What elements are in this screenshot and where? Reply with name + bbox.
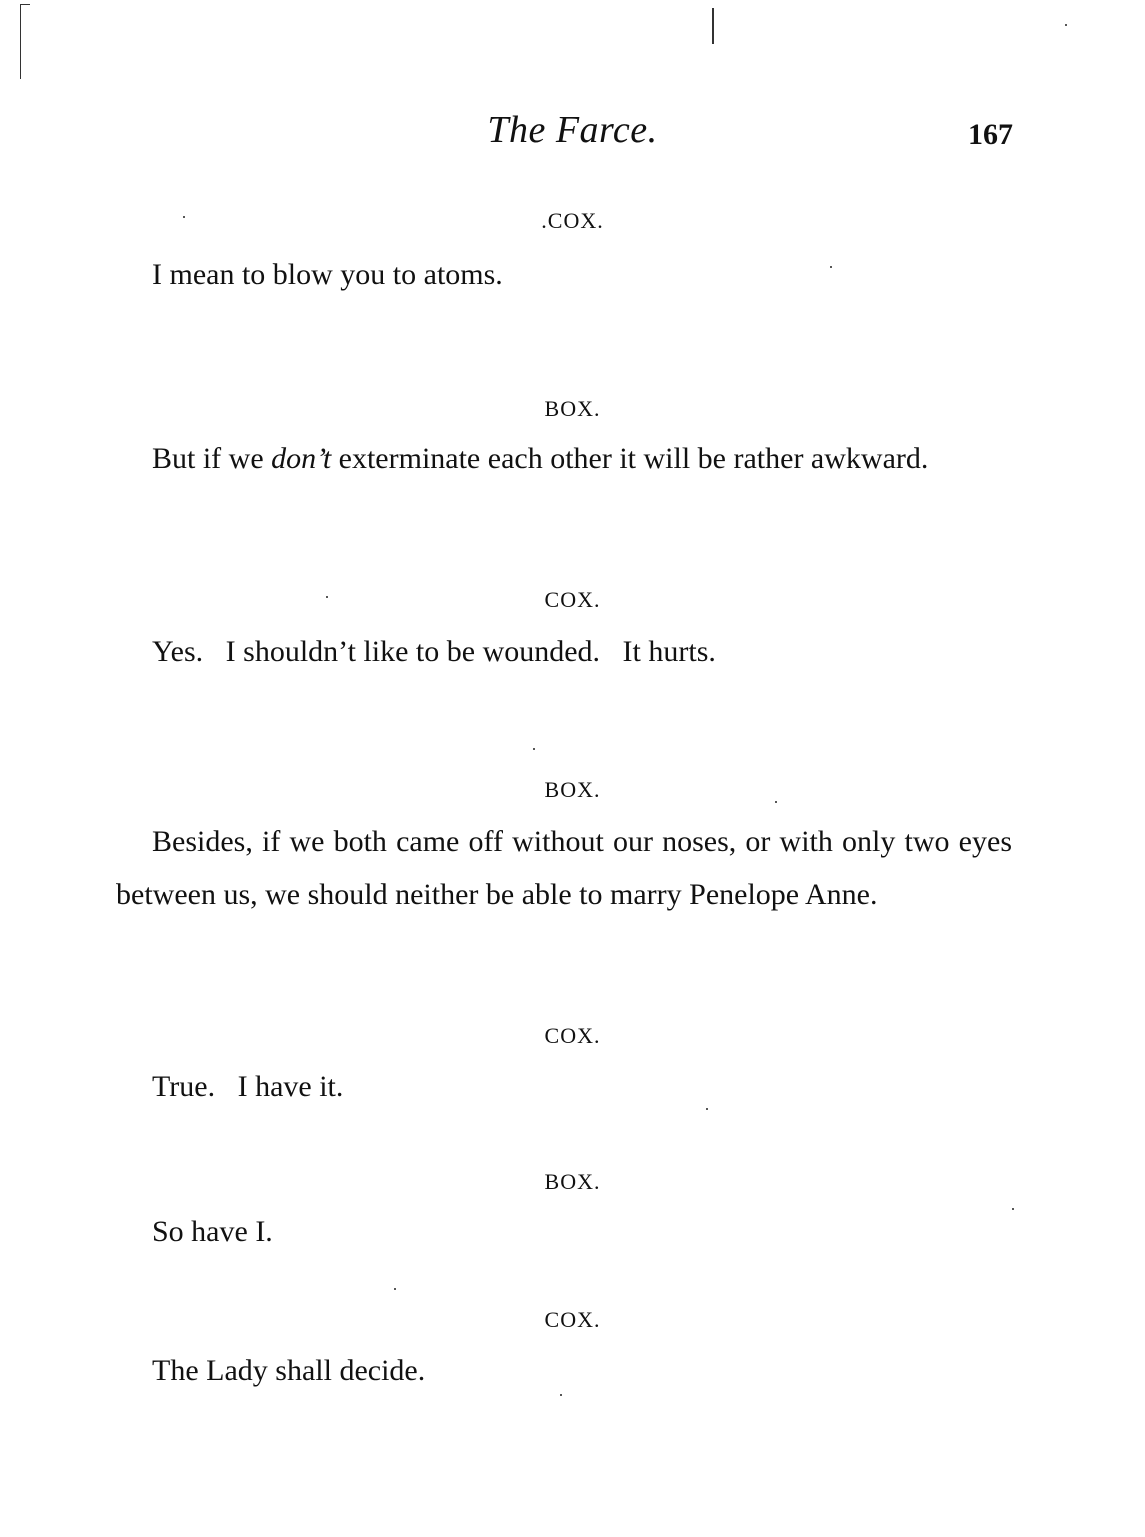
speaker-label: COX. — [544, 587, 601, 612]
scan-speck — [1065, 24, 1067, 26]
scan-edge-mark — [20, 4, 30, 5]
speaker-label: COX. — [544, 1023, 601, 1048]
scan-speck — [560, 1394, 562, 1396]
speaker-label: BOX. — [544, 1169, 601, 1194]
speaker-label: COX. — [544, 1307, 601, 1332]
scan-speck — [183, 216, 185, 218]
speaker-label: BOX. — [544, 777, 601, 802]
speech-line: I mean to blow you to atoms. — [152, 258, 503, 291]
scan-speck — [775, 801, 777, 803]
running-title: The Farce. — [487, 109, 658, 151]
speech-text: But if we — [152, 442, 272, 475]
scan-edge-mark — [20, 4, 21, 79]
speaker-label: .COX. — [541, 208, 604, 233]
scan-edge-mark — [712, 8, 714, 44]
speech-line: True. I have it. — [152, 1070, 344, 1103]
speaker-label: BOX. — [544, 396, 601, 421]
scan-speck — [830, 266, 832, 268]
page-number: 167 — [968, 118, 1013, 151]
scan-speck — [326, 596, 328, 598]
speech-line — [116, 432, 1012, 485]
scan-speck — [1012, 1208, 1014, 1210]
scan-speck — [706, 1108, 708, 1110]
speech-line: Yes. I shouldn’t like to be wounded. It hurts. — [152, 635, 716, 668]
speech-text: exterminate each other it will be rather awkward. — [331, 442, 929, 475]
speech-line: So have I. — [152, 1215, 273, 1248]
speech-line: Besides, if we both came off without our noses, or with only two eyes between us, we should neither be able to marry Penelope Anne. — [116, 825, 1012, 911]
speech-line: The Lady shall decide. — [152, 1354, 426, 1387]
scan-speck — [394, 1288, 396, 1290]
speech-emphasis: don’t — [271, 442, 332, 475]
scan-speck — [533, 748, 535, 750]
